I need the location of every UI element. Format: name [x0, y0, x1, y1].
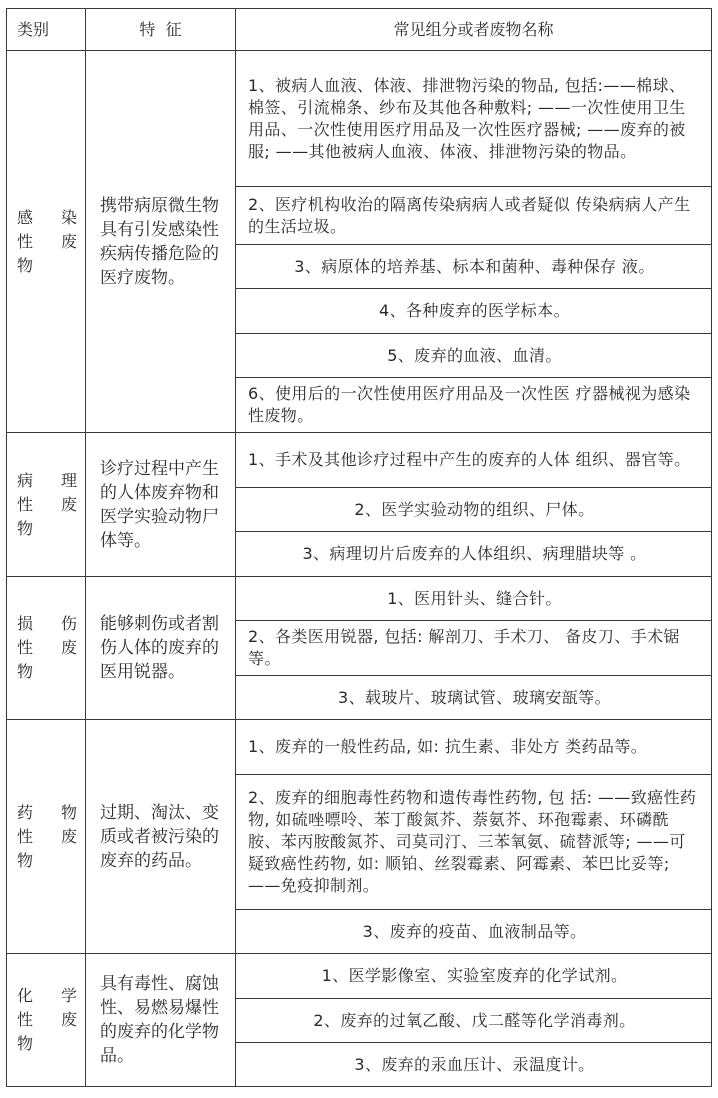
waste-item: 1、手术及其他诊疗过程中产生的废弃的人体 组织、器官等。 [236, 433, 712, 488]
category-char: 废 [60, 231, 77, 251]
waste-item: 3、废弃的汞血压计、汞温度计。 [236, 1043, 712, 1087]
group-row [7, 720, 712, 775]
waste-item: 3、病原体的培养基、标本和菌种、毒种保存 液。 [236, 245, 712, 289]
category-char: 病 [17, 470, 34, 490]
header-names: 常见组分或者废物名称 [236, 9, 712, 51]
category-char: 性 [17, 231, 34, 251]
waste-item: 2、医疗机构收治的隔离传染病病人或者疑似 传染病病人产生的生活垃圾。 [236, 187, 712, 245]
category-cell [7, 577, 86, 720]
category-char: 伤 [60, 614, 77, 633]
category-char: 物 [17, 1034, 34, 1053]
category-char: 性 [17, 1010, 34, 1029]
feature-cell: 诊疗过程中产生的人体废弃物和医学实验动物尸体等。 [86, 433, 236, 577]
category-char: 废 [60, 826, 77, 846]
category-char: 感 [17, 207, 34, 227]
waste-item: 4、各种废弃的医学标本。 [236, 289, 712, 334]
category-char: 化 [17, 986, 34, 1005]
category-char: 学 [60, 986, 77, 1005]
waste-item: 1、医学影像室、实验室废弃的化学试剂。 [236, 954, 712, 999]
header-category: 类别 [7, 9, 86, 51]
category-char: 物 [17, 518, 34, 538]
medical-waste-table [6, 8, 712, 1087]
category-char: 物 [17, 255, 34, 275]
category-char: 理 [60, 470, 77, 490]
category-char: 废 [60, 1010, 77, 1029]
group-row [7, 954, 712, 999]
feature-cell: 具有毒性、腐蚀性、易燃易爆性的废弃的化学物品。 [86, 954, 236, 1087]
header-feature: 特 征 [86, 9, 236, 51]
category-char: 物 [17, 850, 34, 870]
category-char: 物 [17, 662, 34, 681]
category-char: 性 [17, 826, 34, 846]
category-char: 性 [17, 494, 34, 514]
group-row [7, 577, 712, 621]
waste-item: 1、被病人血液、体液、排泄物污染的物品, 包括:——棉球、棉签、引流棉条、纱布及其他各种敷料; ——一次性使用卫生用品、一次性使用医疗用品及一次性医疗器械; ——废弃的被服; ——其他被病人血液、体液、排泄物污染的物品。 [236, 51, 712, 187]
feature-cell: 能够刺伤或者割伤人体的废弃的医用锐器。 [86, 577, 236, 720]
category-char: 药 [17, 802, 34, 822]
group-row [7, 433, 712, 488]
feature-cell: 携带病原微生物具有引发感染性疾病传播危险的医疗废物。 [86, 51, 236, 433]
waste-item: 3、病理切片后废弃的人体组织、病理腊块等 。 [236, 532, 712, 577]
category-char: 染 [60, 207, 77, 227]
waste-item: 3、废弃的疫苗、血液制品等。 [236, 910, 712, 954]
waste-item: 2、各类医用锐器, 包括: 解剖刀、手术刀、 备皮刀、手术锯等。 [236, 621, 712, 676]
category-cell [7, 720, 86, 954]
waste-item: 1、医用针头、缝合针。 [236, 577, 712, 621]
group-row [7, 51, 712, 187]
category-cell [7, 954, 86, 1087]
waste-item: 5、废弃的血液、血清。 [236, 334, 712, 378]
category-char: 性 [17, 638, 34, 657]
waste-item: 1、废弃的一般性药品, 如: 抗生素、非处方 类药品等。 [236, 720, 712, 775]
medical-waste-table-container [6, 8, 711, 1087]
category-char: 物 [60, 802, 77, 822]
category-char: 损 [17, 614, 34, 633]
category-cell [7, 51, 86, 433]
waste-item: 2、废弃的过氧乙酸、戊二醛等化学消毒剂。 [236, 999, 712, 1043]
feature-cell: 过期、淘汰、变质或者被污染的废弃的药品。 [86, 720, 236, 954]
category-char: 废 [60, 638, 77, 657]
category-cell [7, 433, 86, 577]
waste-item: 2、医学实验动物的组织、尸体。 [236, 488, 712, 532]
waste-item: 6、使用后的一次性使用医疗用品及一次性医 疗器械视为感染性废物。 [236, 378, 712, 433]
header-row [7, 9, 712, 51]
waste-item: 2、废弃的细胞毒性药物和遗传毒性药物, 包 括: ——致癌性药物, 如硫唑嘌呤、苯丁酸氮芥、萘氨芥、环孢霉素、环磷酰胺、苯丙胺酸氮芥、司莫司汀、三苯氧氨、硫替派等; ——可疑致癌性药物, 如: 顺铂、丝裂霉素、阿霉素、苯巴比妥等; ——免疫抑制剂。 [236, 775, 712, 910]
category-char: 废 [60, 494, 77, 514]
waste-item: 3、载玻片、玻璃试管、玻璃安瓿等。 [236, 676, 712, 720]
